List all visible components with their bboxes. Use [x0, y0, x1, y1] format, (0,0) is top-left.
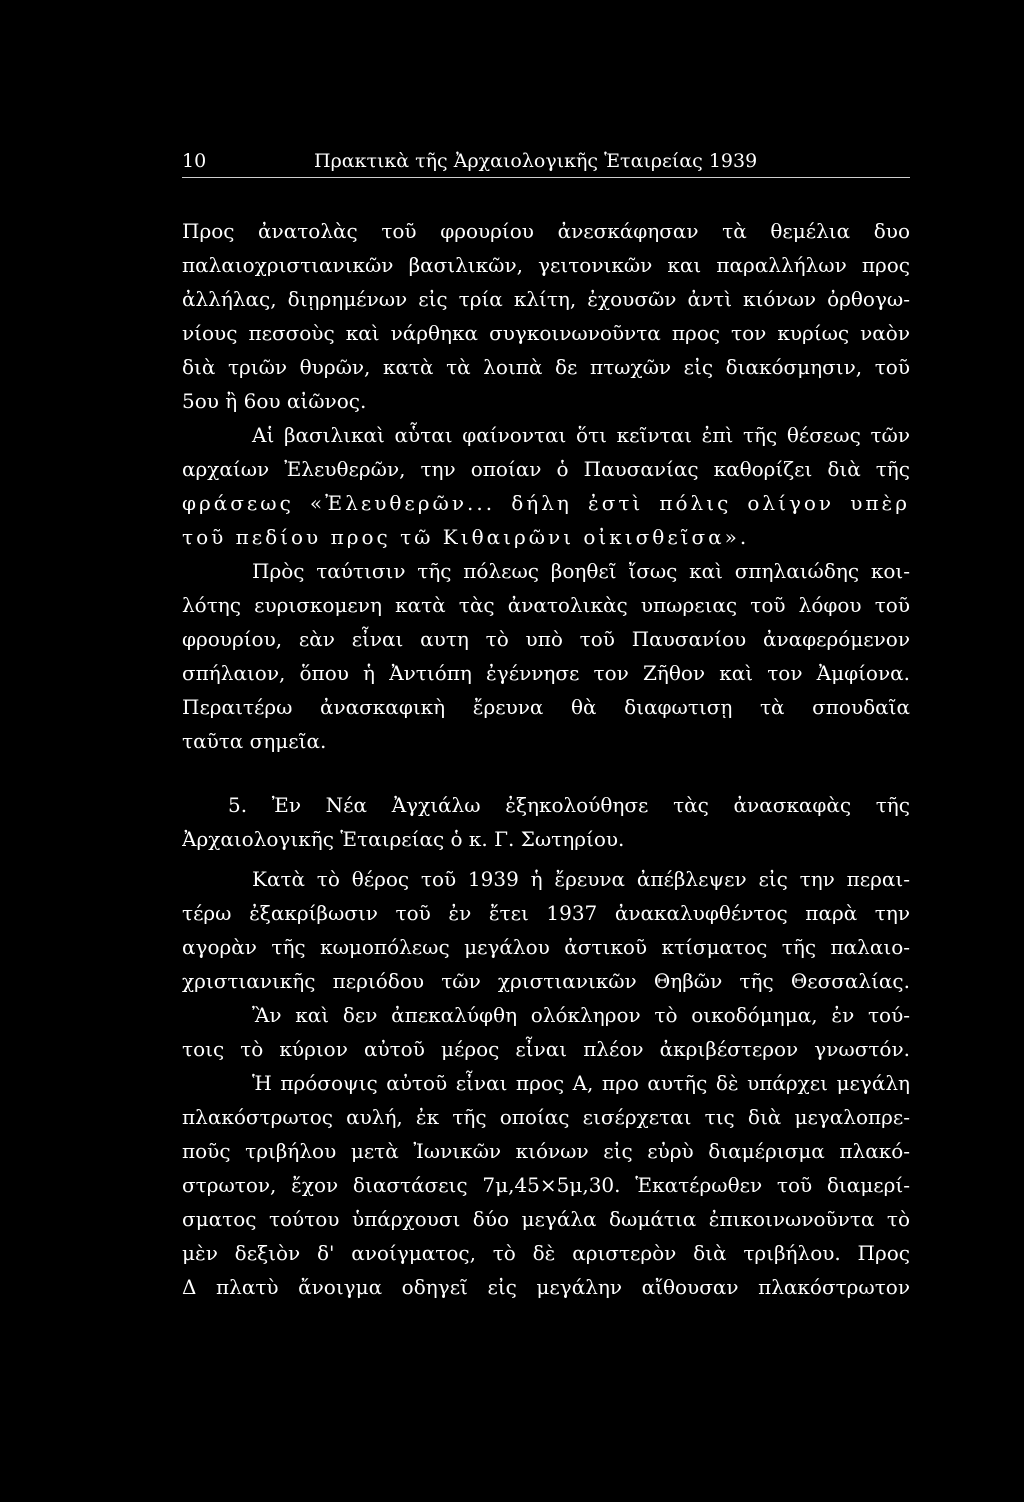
- text-line: στρωτον, ἔχον διαστάσεις 7μ,45×5μ,30. Ἑκατέρωθεν τοῦ διαμερί-: [182, 1173, 910, 1197]
- text-line: ποῦς τριβήλου μετὰ Ἰωνικῶν κιόνων εἰς εὐρὺ διαμέρισμα πλακό-: [182, 1139, 910, 1163]
- section-heading: 5. Ἐν Νέα Ἀγχιάλω ἐξηκολούθησε τὰς ἀνασκαφὰς τῆς: [228, 793, 910, 817]
- text-line: αγορὰν τῆς κωμοπόλεως μεγάλου ἀστικοῦ κτίσματος τῆς παλαιο-: [182, 935, 910, 959]
- text-line: πλακόστρωτος αυλή, ἐκ τῆς οποίας εισέρχεται τις διὰ μεγαλοπρε-: [182, 1105, 910, 1129]
- text-line: τοῦ πεδίου προς τῶ Κιθαιρῶνι οἰκισθεῖσα».: [182, 525, 750, 549]
- text-line: νίους πεσσοὺς καὶ νάρθηκα συγκοινωνοῦντα προς τον κυρίως ναὸν: [182, 321, 910, 345]
- text-line: λότης ευρισκομενη κατὰ τὰς ἀνατολικὰς υπωρειας τοῦ λόφου τοῦ: [182, 593, 910, 617]
- text-line: 5ου ἢ 6ου αἰῶνος.: [182, 389, 367, 413]
- text-line: Ἂν καὶ δεν ἀπεκαλύφθη ολόκληρον τὸ οικοδόμημα, ἐν τού-: [252, 1003, 910, 1027]
- text-line: Περαιτέρω ἀνασκαφικὴ ἔρευνα θὰ διαφωτισῃ τὰ σπουδαῖα: [182, 695, 910, 719]
- section-heading-continued: Ἀρχαιολογικῆς Ἑταιρείας ὁ κ. Γ. Σωτηρίου.: [182, 827, 625, 851]
- text-line: Πρὸς ταύτισιν τῆς πόλεως βοηθεῖ ἴσως καὶ σπηλαιώδης κοι-: [252, 559, 910, 583]
- header-rule: [182, 177, 910, 178]
- text-line: φρουρίου, εὰν εἶναι αυτη τὸ υπὸ τοῦ Παυσανίου ἀναφερόμενον: [182, 627, 910, 651]
- text-line: Αἱ βασιλικαὶ αὗται φαίνονται ὅτι κεῖνται ἐπὶ τῆς θέσεως τῶν: [252, 423, 910, 447]
- document-page: [182, 0, 910, 1502]
- text-line: Ἡ πρόσοψις αὐτοῦ εἶναι προς Α, προ αυτῆς δὲ υπάρχει μεγάλη: [252, 1071, 910, 1095]
- text-line: φράσεως «Ἐλευθερῶν... δήλη ἐστὶ πόλις ολίγον υπὲρ: [182, 491, 910, 515]
- text-line: αρχαίων Ἐλευθερῶν, την οποίαν ὁ Παυσανίας καθορίζει διὰ τῆς: [182, 457, 910, 481]
- text-line: σπήλαιον, ὅπου ἡ Ἀντιόπη ἐγέννησε τον Ζῆθον καὶ τον Ἀμφίονα.: [182, 661, 910, 685]
- text-line: σματος τούτου ὑπάρχουσι δύο μεγάλα δωμάτια ἐπικοινωνοῦντα τὸ: [182, 1207, 910, 1231]
- text-line: παλαιοχριστιανικῶν βασιλικῶν, γειτονικῶν και παραλλήλων προς: [182, 253, 910, 277]
- text-line: ταῦτα σημεῖα.: [182, 729, 327, 753]
- text-line: διὰ τριῶν θυρῶν, κατὰ τὰ λοιπὰ δε πτωχῶν εἰς διακόσμησιν, τοῦ: [182, 355, 910, 379]
- page-header: [182, 146, 910, 176]
- running-title: Πρακτικὰ τῆς Ἀρχαιολογικῆς Ἑταιρείας 1939: [314, 150, 758, 172]
- text-line: τοις τὸ κύριον αὐτοῦ μέρος εἶναι πλέον ἀκριβέστερον γνωστόν.: [182, 1037, 910, 1061]
- text-line: χριστιανικῆς περιόδου τῶν χριστιανικῶν Θηβῶν τῆς Θεσσαλίας.: [182, 969, 910, 993]
- text-line: τέρω ἐξακρίβωσιν τοῦ ἐν ἔτει 1937 ἀνακαλυφθέντος παρὰ την: [182, 901, 910, 925]
- page-number: 10: [182, 150, 207, 172]
- text-line: μὲν δεξιὸν δ' ανοίγματος, τὸ δὲ αριστερὸν διὰ τριβήλου. Προς: [182, 1241, 910, 1265]
- text-line: ἀλλήλας, διῃρημένων εἰς τρία κλίτη, ἐχουσῶν ἀντὶ κιόνων ὀρθογω-: [182, 287, 910, 311]
- text-line: Κατὰ τὸ θέρος τοῦ 1939 ἡ ἔρευνα ἀπέβλεψεν εἰς την περαι-: [252, 867, 910, 891]
- text-line: Προς ἀνατολὰς τοῦ φρουρίου ἀνεσκάφησαν τὰ θεμέλια δυο: [182, 219, 910, 243]
- text-line: Δ πλατὺ ἄνοιγμα οδηγεῖ εἰς μεγάλην αἴθουσαν πλακόστρωτον: [182, 1275, 910, 1299]
